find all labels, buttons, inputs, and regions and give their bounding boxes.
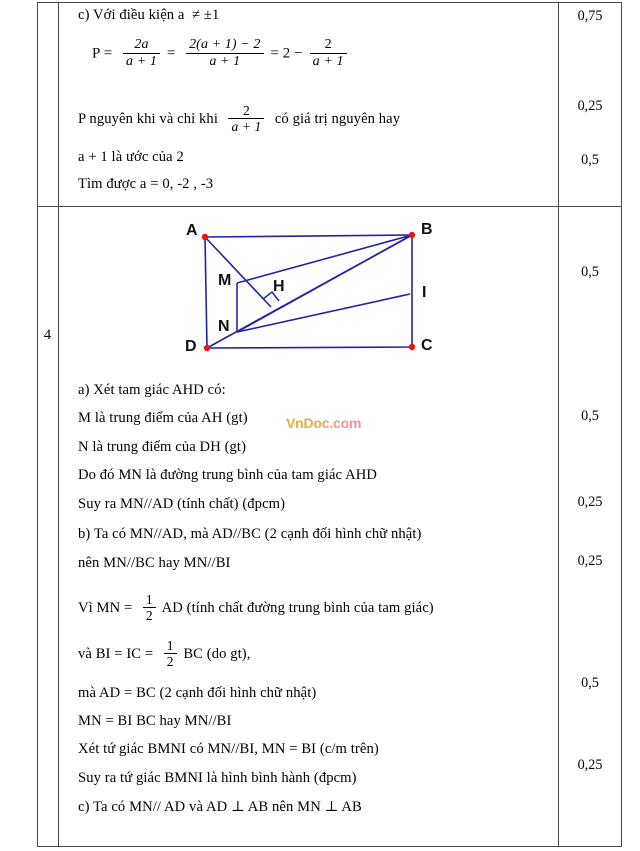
figure-label-n: N (218, 318, 230, 335)
row3-score-1: 0,75 (577, 8, 603, 24)
row4-score-2: 0,5 (581, 408, 599, 424)
table-border-top (37, 2, 622, 3)
figure-label-i: I (422, 284, 427, 301)
row4-score-6: 0,25 (577, 757, 603, 773)
fraction-expanded-numerator: $\frac{2(a + 1) - 2}{a + 1}$ (186, 37, 263, 69)
row4-score-4: 0,25 (577, 553, 603, 569)
row4-line-b2: nên MN//BC hay MN//BI (78, 555, 231, 571)
row3-line-divisor: a + 1 là ước của 2 (78, 149, 184, 165)
figure-label-b: B (421, 221, 433, 238)
row4-line-b8: Suy ra tứ giác BMNI là hình bình hành (đpcm) (78, 770, 357, 786)
row4-line-b4: và BI = IC = $\frac{1}{2}$ BC (do gt), (78, 638, 251, 670)
row4-line-c1: c) Ta có MN// AD và AD ⊥ AB nên MN ⊥ AB (78, 799, 362, 815)
figure-segment-ni (237, 294, 410, 332)
figure-label-h: H (273, 278, 285, 295)
row4-score-5: 0,5 (581, 675, 599, 691)
row3-score-3: 0,5 (581, 152, 599, 168)
watermark-vndoc: VnDoc.com (286, 415, 362, 431)
row3-line-result: Tìm được a = 0, -2 , -3 (78, 176, 214, 192)
fraction-one-half-ad: $\frac{1}{2}$ (143, 592, 156, 623)
row4-line-b7: Xét tứ giác BMNI có MN//BI, MN = BI (c/m trên) (78, 741, 379, 757)
row3-line-condition: c) Với điều kiện a ≠ ±1 (78, 7, 220, 23)
row4-score-3: 0,25 (577, 494, 603, 510)
table-divider-num (58, 2, 59, 847)
row4-line-b3: Vì MN = $\frac{1}{2}$ AD (tính chất đường trung bình của tam giác) (78, 592, 434, 624)
fraction-2a-over-a-plus-1: $\frac{2a}{a + 1}$ (123, 37, 160, 69)
row4-line-a5: Suy ra MN//AD (tính chất) (đpcm) (78, 496, 286, 512)
row3-line-integer-condition: P nguyên khi và chỉ khi $\frac{2}{a + 1}$ có giá trị nguyên hay (78, 103, 401, 135)
figure-label-c: C (421, 337, 433, 354)
fraction-2-over-a-plus-1: $\frac{2}{a + 1}$ (310, 37, 347, 69)
row4-line-b5: mà AD = BC (2 cạnh đối hình chữ nhật) (78, 685, 317, 701)
geometry-figure-rectangle-abcd (160, 222, 460, 367)
row3-formula-p: P = $\frac{2a}{a + 1}$ = $\frac{2(a + 1) - 2}{a + 1}$ = 2 − $\frac{2}{a + 1}$ (92, 38, 350, 70)
fraction-2-over-a-plus-1-inline: $\frac{2}{a + 1}$ (228, 103, 264, 134)
figure-segment-ah (205, 237, 271, 307)
row4-line-a4: Do đó MN là đường trung bình của tam giác AHD (78, 467, 377, 483)
row4-line-a3: N là trung điểm của DH (gt) (78, 439, 247, 455)
table-row-divider (37, 206, 622, 207)
row4-line-b1: b) Ta có MN//AD, mà AD//BC (2 cạnh đối hình chữ nhật) (78, 526, 422, 542)
figure-label-d: D (185, 338, 197, 355)
row4-line-a2: M là trung điểm của AH (gt) (78, 410, 248, 426)
row4-line-a1: a) Xét tam giác AHD có: (78, 382, 226, 398)
figure-segment-nb (237, 235, 412, 332)
figure-label-a: A (186, 222, 198, 239)
row4-line-b6: MN = BI BC hay MN//BI (78, 713, 232, 729)
row4-question-number: 4 (43, 327, 52, 343)
table-border-left (37, 2, 38, 847)
figure-segment-mb (237, 235, 412, 283)
row3-score-2: 0,25 (577, 98, 603, 114)
table-border-bottom (37, 846, 622, 847)
figure-label-m: M (218, 272, 232, 289)
row4-score-1: 0,5 (581, 264, 599, 280)
fraction-one-half-bc: $\frac{1}{2}$ (164, 638, 177, 669)
